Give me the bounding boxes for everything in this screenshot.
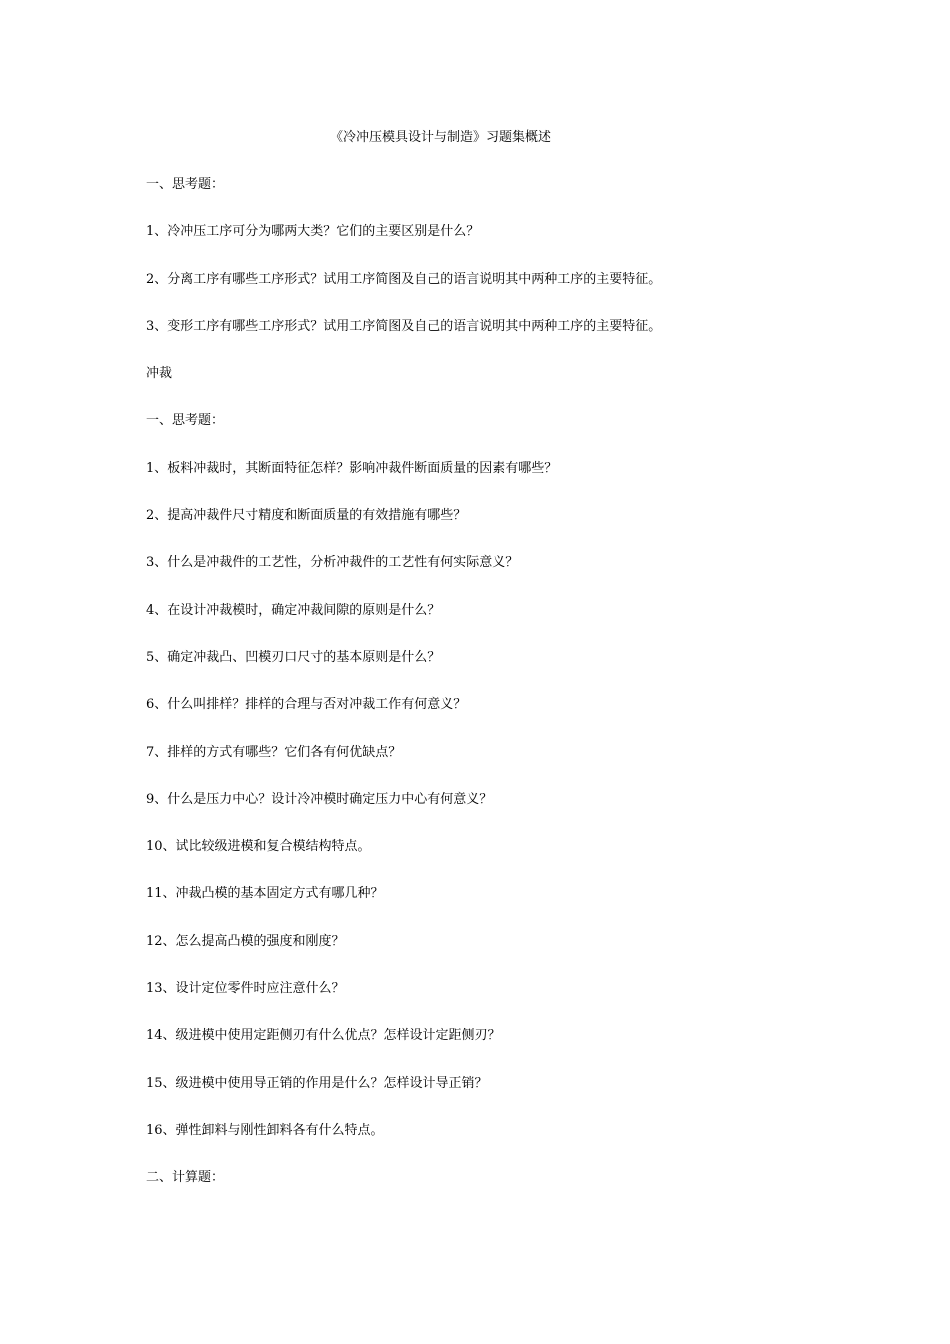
- question-item: 13、设计定位零件时应注意什么？: [146, 981, 345, 997]
- question-item: 10、试比较级进模和复合模结构特点。: [146, 839, 371, 855]
- question-item: 12、怎么提高凸模的强度和刚度？: [146, 933, 345, 949]
- question-item: 16、弹性卸料与刚性卸料各有什么特点。: [146, 1122, 384, 1138]
- question-item: 1、冷冲压工序可分为哪两大类？它们的主要区别是什么？: [146, 224, 480, 240]
- question-item: 2、分离工序有哪些工序形式？试用工序简图及自己的语言说明其中两种工序的主要特征。: [146, 271, 662, 287]
- question-item: 3、什么是冲裁件的工艺性，分析冲裁件的工艺性有何实际意义？: [146, 555, 519, 571]
- question-item: 2、提高冲裁件尺寸精度和断面质量的有效措施有哪些？: [146, 508, 467, 524]
- document-title: 《冷冲压模具设计与制造》习题集概述: [330, 130, 552, 145]
- section-heading: 一、思考题：: [146, 413, 225, 429]
- question-item: 11、冲裁凸模的基本固定方式有哪几种？: [146, 886, 384, 902]
- question-item: 5、确定冲裁凸、凹模刃口尺寸的基本原则是什么？: [146, 649, 441, 665]
- question-item: 3、变形工序有哪些工序形式？试用工序简图及自己的语言说明其中两种工序的主要特征。: [146, 318, 662, 334]
- question-item: 14、级进模中使用定距侧刃有什么优点？怎样设计定距侧刃？: [146, 1028, 501, 1044]
- question-item: 1、板料冲裁时，其断面特征怎样？影响冲裁件断面质量的因素有哪些？: [146, 460, 558, 476]
- question-list: [146, 175, 846, 1216]
- chapter-heading: 冲裁: [146, 366, 173, 382]
- section-heading: 一、思考题：: [146, 177, 225, 192]
- question-item: 6、什么叫排样？排样的合理与否对冲裁工作有何意义？: [146, 697, 467, 713]
- question-item: 15、级进模中使用导正销的作用是什么？怎样设计导正销？: [146, 1075, 488, 1091]
- question-item: 7、排样的方式有哪些？它们各有何优缺点？: [146, 744, 402, 760]
- question-item: 9、什么是压力中心？设计冷冲模时确定压力中心有何意义？: [146, 791, 493, 807]
- section-heading: 二、计算题：: [146, 1170, 225, 1186]
- question-item: 4、在设计冲裁模时，确定冲裁间隙的原则是什么？: [146, 602, 441, 618]
